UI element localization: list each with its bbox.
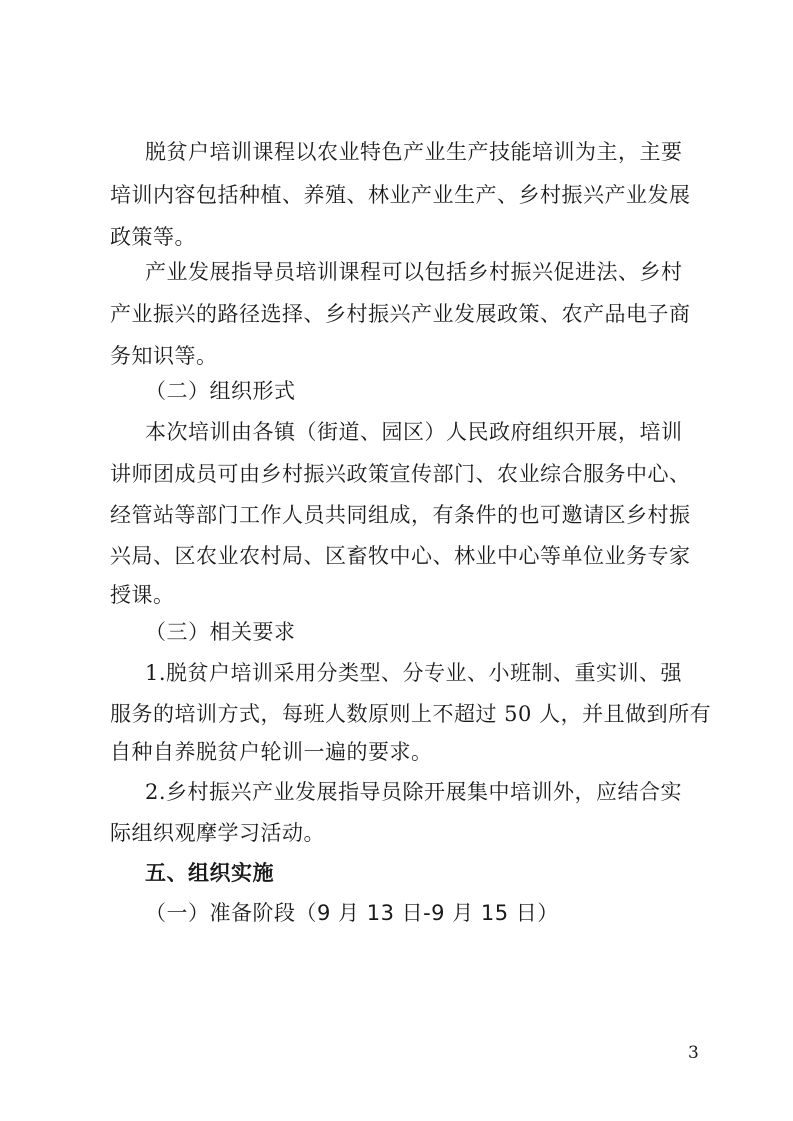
- paragraph-line: 务知识等。: [110, 344, 218, 368]
- paragraph-line: 产业振兴的路径选择、乡村振兴产业发展政策、农产品电子商: [110, 302, 691, 326]
- paragraph-line: 兴局、区农业农村局、区畜牧中心、林业中心等单位业务专家: [110, 544, 691, 568]
- paragraph-line: 际组织观摩学习活动。: [110, 821, 325, 845]
- paragraph-line: 政策等。: [110, 225, 196, 249]
- page-number: 3: [688, 1043, 699, 1063]
- paragraph-line: 自种自养脱贫户轮训一遍的要求。: [110, 740, 433, 764]
- paragraph-line: 本次培训由各镇（街道、园区）人民政府组织开展，培训: [145, 420, 683, 444]
- paragraph-line: 经管站等部门工作人员共同组成，有条件的也可邀请区乡村振: [110, 503, 691, 527]
- paragraph-line: 产业发展指导员培训课程可以包括乡村振兴促进法、乡村: [145, 260, 683, 284]
- paragraph-line: 培训内容包括种植、养殖、林业产业生产、乡村振兴产业发展: [110, 183, 691, 207]
- subheading-requirements: （三）相关要求: [145, 620, 296, 644]
- paragraph-line: 服务的培训方式，每班人数原则上不超过 50 人，并且做到所有: [110, 702, 712, 726]
- paragraph-line: 讲师团成员可由乡村振兴政策宣传部门、农业综合服务中心、: [110, 462, 691, 486]
- section-heading: 五、组织实施: [145, 861, 274, 885]
- paragraph-line: 2.乡村振兴产业发展指导员除开展集中培训外，应结合实: [145, 780, 683, 804]
- paragraph-line: 脱贫户培训课程以农业特色产业生产技能培训为主，主要: [145, 140, 683, 164]
- subheading-preparation-stage: （一）准备阶段（9 月 13 日-9 月 15 日）: [145, 901, 559, 925]
- subheading-organization-form: （二）组织形式: [145, 379, 296, 403]
- paragraph-line: 授课。: [110, 583, 175, 607]
- paragraph-line: 1.脱贫户培训采用分类型、分专业、小班制、重实训、强: [145, 661, 683, 685]
